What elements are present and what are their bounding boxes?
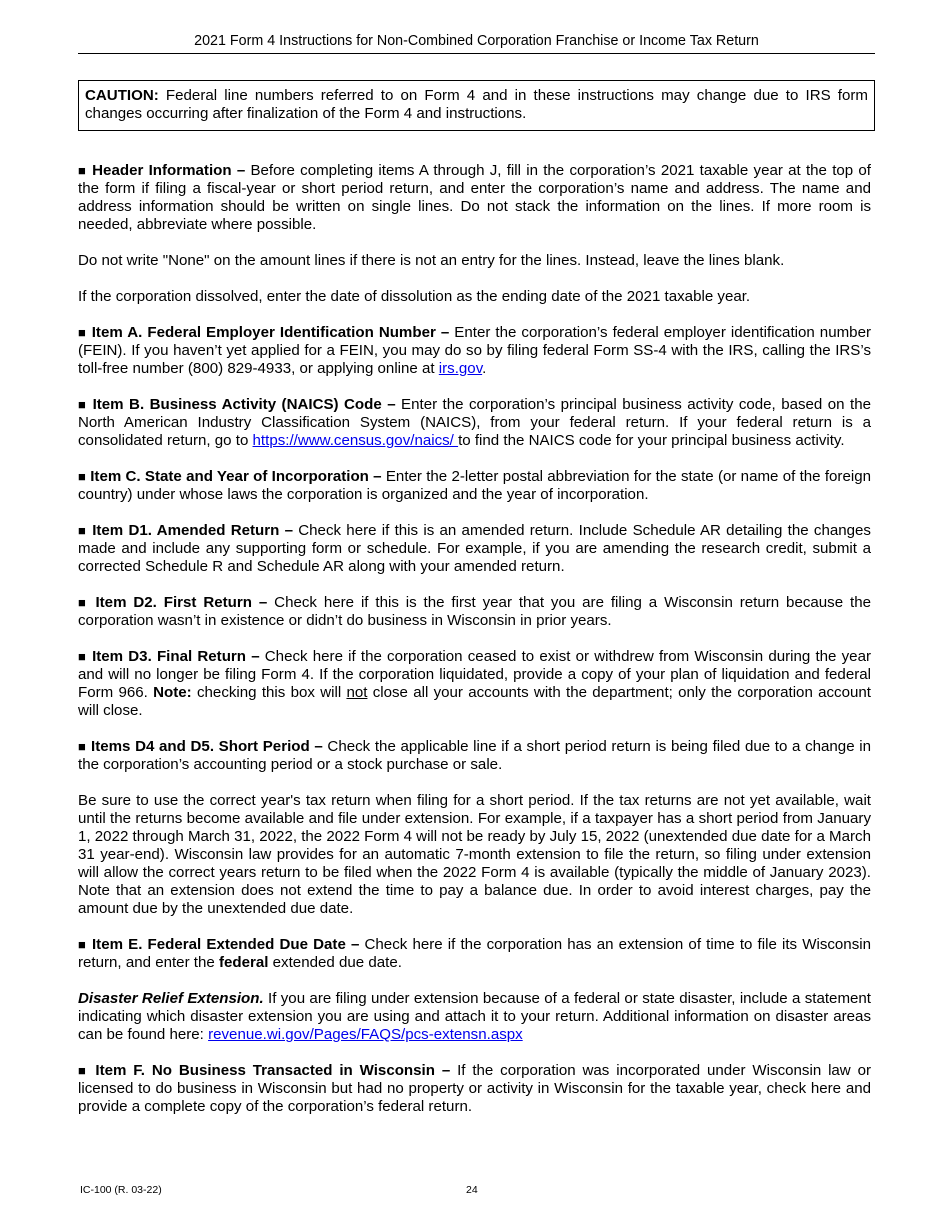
section-text: Enter the 2-letter postal abbreviation for the state (or name of the foreign country) under whose laws the corporation is organized and the year of incorporation. <box>78 468 871 503</box>
bullet-icon: ■ <box>78 397 88 412</box>
bullet-icon: ■ <box>78 523 87 538</box>
section-text: Enter the corporation’s principal business activity code, based on the North American Industry Classification System (NAICS), from your federal return. If your federal return is a consolidated return, go to <box>78 396 871 449</box>
section-title: Item E. Federal Extended Due Date – <box>91 936 360 953</box>
bullet-icon: ■ <box>78 325 87 340</box>
section-text: Before completing items A through J, fill in the corporation’s 2021 taxable year at the top of the form if filing a fiscal-year or short period return, and enter the corporation’s name and address. The name and address information should be written on single lines. Do not stack the information on the lines. If more room is needed, abbreviate where possible. <box>78 162 872 233</box>
item-d2-paragraph <box>78 594 871 630</box>
section-title: Item C. State and Year of Incorporation – <box>90 468 382 485</box>
bullet-icon: ■ <box>78 739 87 754</box>
irs-gov-link[interactable]: irs.gov <box>438 360 483 377</box>
item-b-paragraph <box>78 396 871 450</box>
caution-box <box>78 80 875 131</box>
bullet-icon: ■ <box>78 469 86 484</box>
section-text: If the corporation was incorporated under Wisconsin law or licensed to do business in Wisconsin but had no property or activity in Wisconsin for the taxable year, check here and provide a complete copy of the corporation’s federal return. <box>78 1062 871 1115</box>
item-a-paragraph <box>78 324 871 378</box>
section-text-end: extended due date. <box>268 954 402 971</box>
section-title: Item F. No Business Transacted in Wisconsin – <box>95 1062 451 1079</box>
bullet-icon: ■ <box>78 163 87 178</box>
section-title: Disaster Relief Extension. <box>78 990 264 1007</box>
dissolved-note-paragraph: If the corporation dissolved, enter the date of dissolution as the ending date of the 2021 taxable year. <box>78 288 751 305</box>
section-text-end: to find the NAICS code for your principal business activity. <box>458 432 845 449</box>
census-naics-link[interactable]: https://www.census.gov/naics/ <box>252 432 459 449</box>
item-d3-paragraph <box>78 648 871 720</box>
short-period-note-paragraph: Be sure to use the correct year's tax return when filing for a short period. If the tax returns are not yet available, wait until the returns become available and file under extension. For example, if a taxpayer has a short period from January 1, 2022 through March 31, 2022, the 2022 Form 4 will not be ready by July 15, 2022 (unextended due date for a March 31 year-end). Wisconsin law provides for an automatic 7-month extension to file the return, so filing under extension will allow the correct years return to be filed when the 2022 Form 4 is available (typically the middle of January 2023). Note that an extension does not extend the time to pay a balance due. In order to avoid interest charges, pay the amount due by the unextended due date. <box>78 792 871 917</box>
note-underlined: not <box>346 684 368 701</box>
section-title: Items D4 and D5. Short Period – <box>91 738 323 755</box>
note-label: Note: <box>153 684 192 701</box>
none-note-paragraph: Do not write "None" on the amount lines if there is not an entry for the lines. Instead, leave the lines blank. <box>78 252 785 269</box>
section-title: Header Information – <box>92 162 246 179</box>
note-text: checking this box will <box>191 684 347 701</box>
bullet-icon: ■ <box>78 649 87 664</box>
form-id: IC-100 (R. 03-22) <box>80 1184 162 1196</box>
note-text: close all your accounts with the department; only the corporation account will close. <box>78 684 871 719</box>
section-text: Enter the corporation’s federal employer identification number (FEIN). If you haven’t yet applied for a FEIN, you may do so by filing federal Form SS-4 with the IRS, calling the IRS’s toll-free number (800) 829-4933, or applying online at <box>78 324 871 377</box>
section-text-end: . <box>482 360 487 377</box>
disaster-relief-paragraph <box>78 990 871 1044</box>
bullet-icon: ■ <box>78 595 89 610</box>
item-e-paragraph <box>78 936 871 972</box>
item-d1-paragraph <box>78 522 871 576</box>
bullet-icon: ■ <box>78 937 87 952</box>
header-information-paragraph <box>78 162 871 234</box>
section-text: If you are filing under extension because of a federal or state disaster, include a statement indicating which disaster extension you are using and attach it to your return. Additional information on disaster areas can be found here: <box>78 990 871 1043</box>
section-title: Item B. Business Activity (NAICS) Code – <box>92 396 396 413</box>
section-title: Item A. Federal Employer Identification Number – <box>91 324 450 341</box>
caution-text: Federal line numbers referred to on Form 4 and in these instructions may change due to IRS form changes occurring after finalization of the Form 4 and instructions. <box>85 87 868 122</box>
disaster-extension-link[interactable]: revenue.wi.gov/Pages/FAQS/pcs-extensn.aspx <box>208 1026 523 1043</box>
section-title: Item D1. Amended Return – <box>92 522 293 539</box>
section-title: Item D3. Final Return – <box>92 648 260 665</box>
instructions-body <box>78 162 871 1134</box>
page-number: 24 <box>466 1184 478 1196</box>
bullet-icon: ■ <box>78 1063 89 1078</box>
section-text: Check here if the corporation ceased to exist or withdrew from Wisconsin during the year and will no longer be filing Form 4. If the corporation liquidated, provide a copy of your plan of liquidation and federal Form 966. <box>78 648 871 701</box>
items-d4-d5-paragraph <box>78 738 871 774</box>
section-text: Check here if this is an amended return. Include Schedule AR detailing the changes made and include any supporting form or schedule. For example, if you are amending the research credit, submit a corrected Schedule R and Schedule AR along with your amended return. <box>78 522 871 575</box>
caution-label: CAUTION: <box>85 87 159 104</box>
federal-bold-word: federal <box>218 954 269 971</box>
page-header: 2021 Form 4 Instructions for Non-Combined Corporation Franchise or Income Tax Return <box>78 33 875 54</box>
section-title: Item D2. First Return – <box>95 594 268 611</box>
section-text: Check the applicable line if a short period return is being filed due to a change in the corporation’s accounting period or a stock purchase or sale. <box>78 738 871 773</box>
section-text: Check here if this is the first year that you are filing a Wisconsin return because the corporation wasn’t in existence or didn’t do business in Wisconsin in prior years. <box>78 594 871 629</box>
item-c-paragraph <box>78 468 871 504</box>
item-f-paragraph <box>78 1062 871 1116</box>
section-text: Check here if the corporation has an extension of time to file its Wisconsin return, and enter the <box>78 936 871 971</box>
